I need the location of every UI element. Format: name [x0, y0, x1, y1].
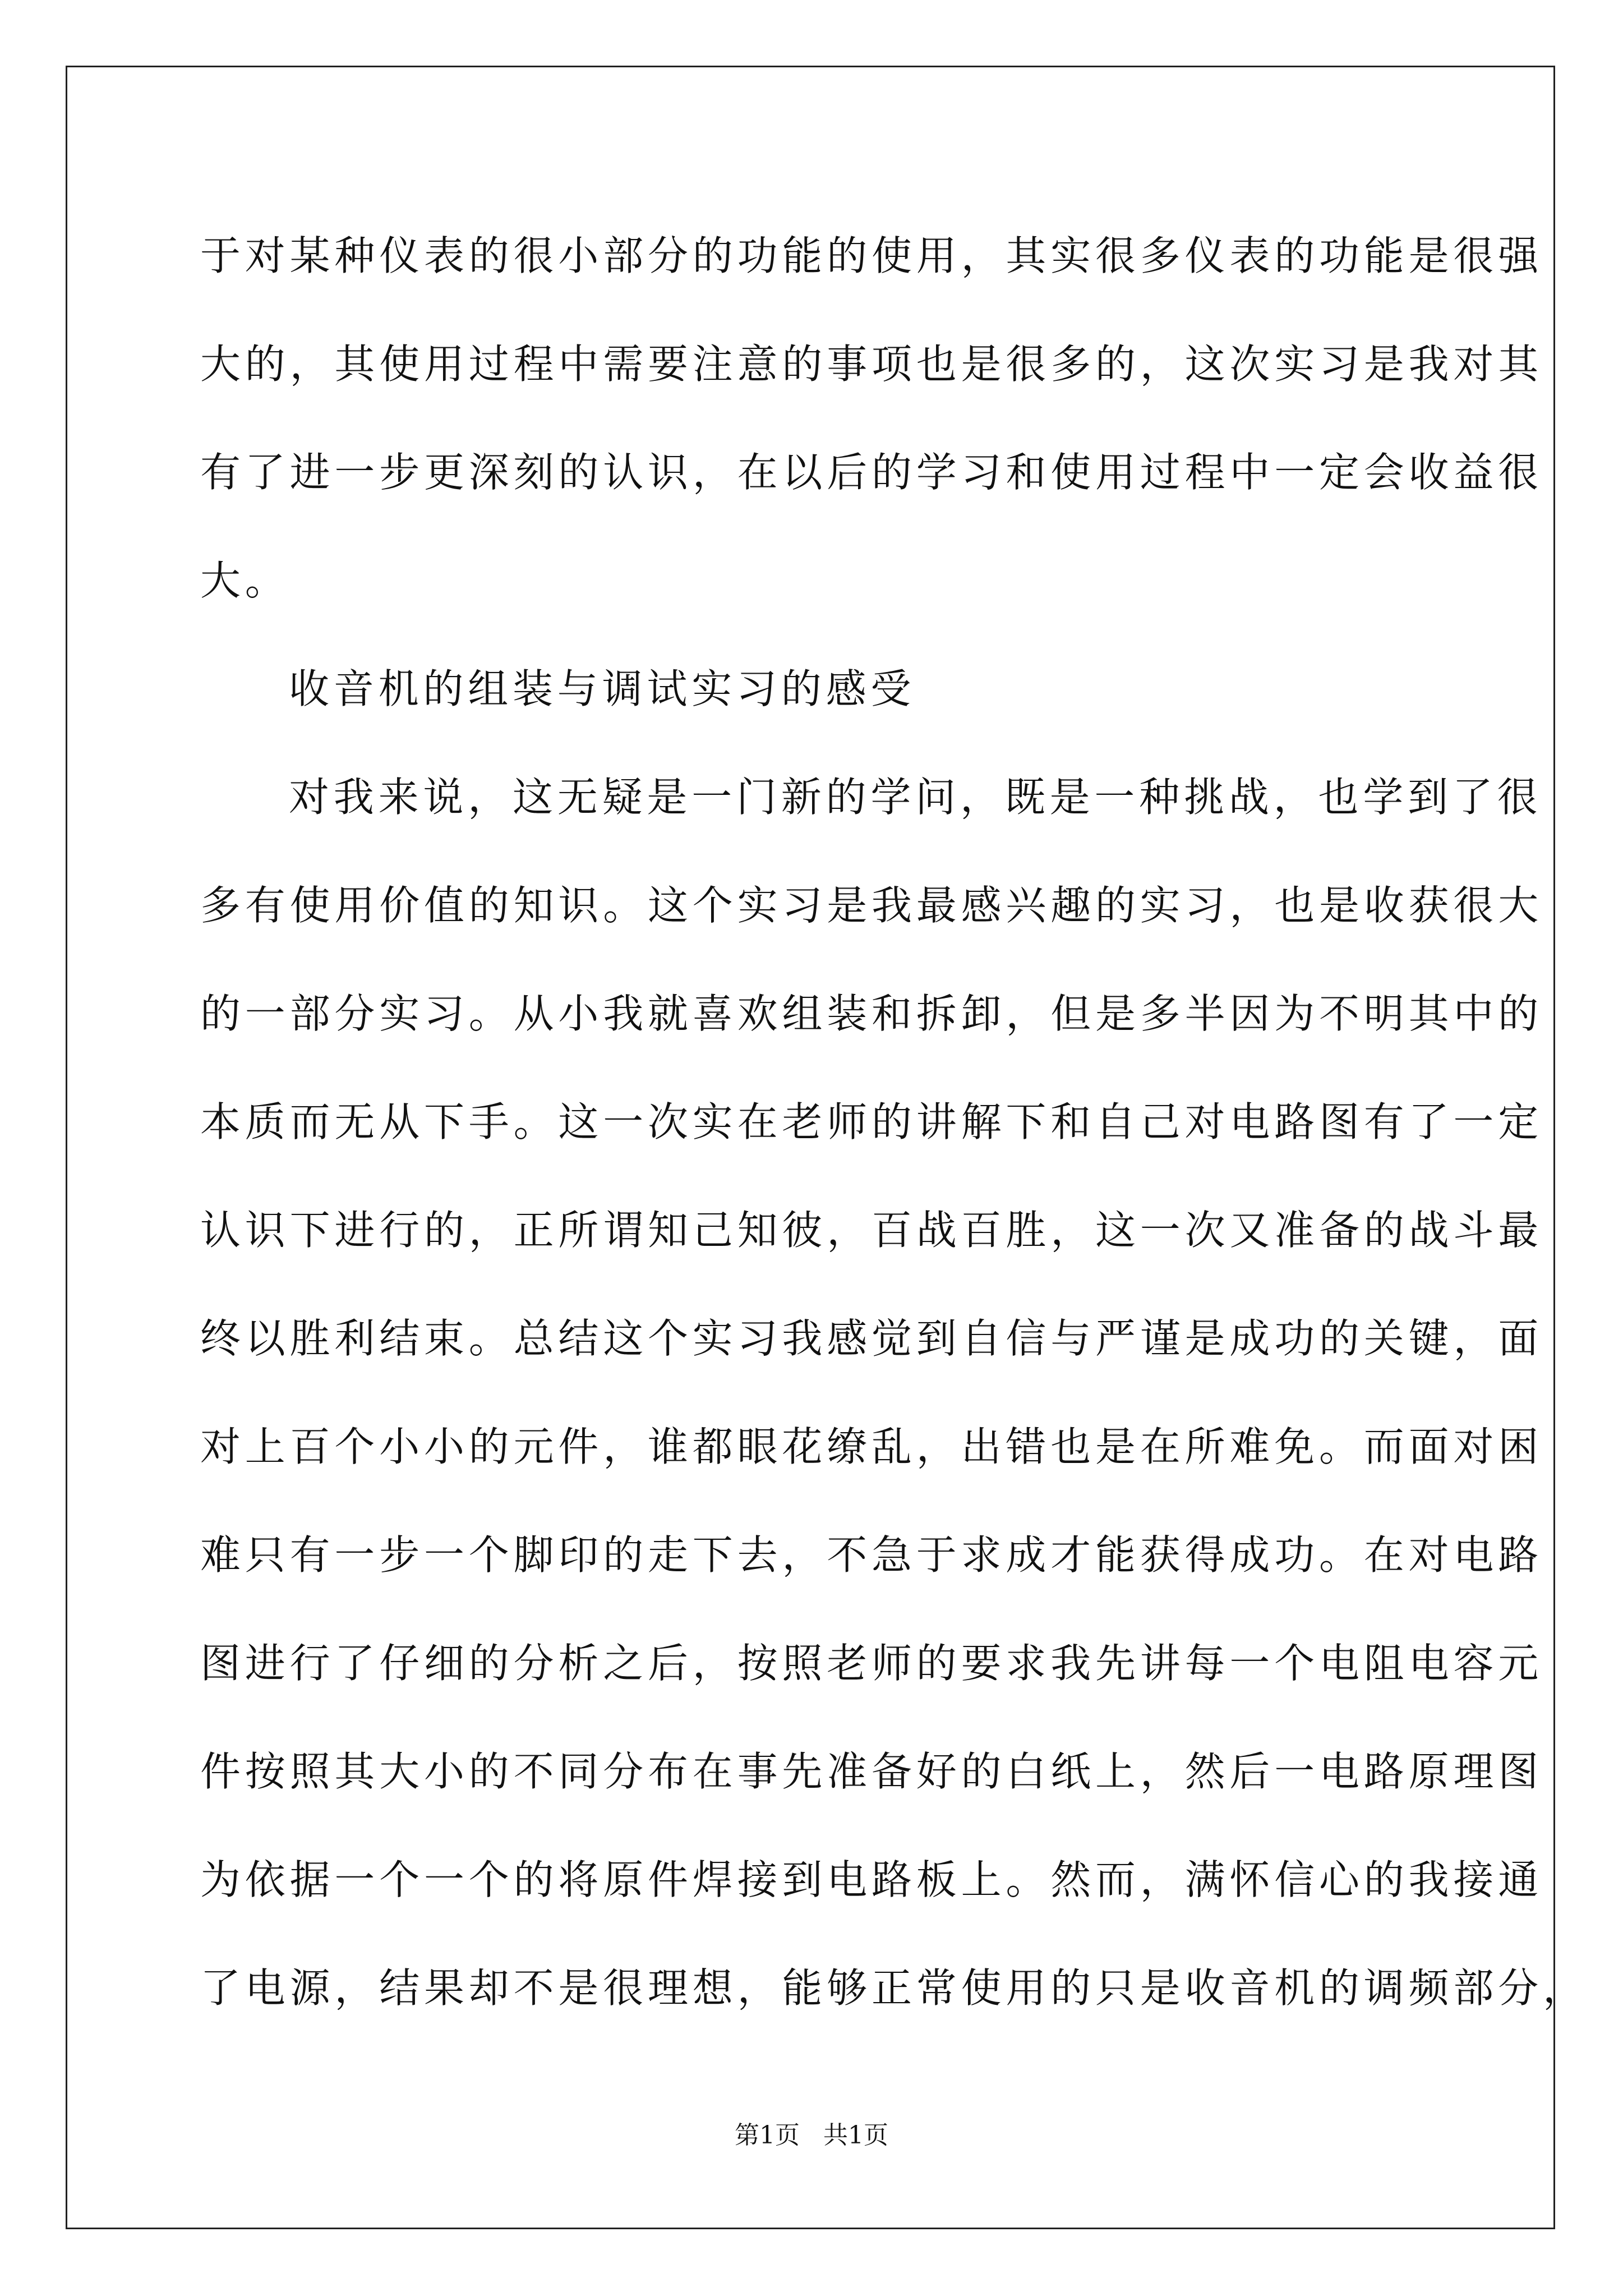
text-line: 为依据一个一个的将原件焊接到电路板上。然而，满怀信心的我接通 [200, 1856, 1543, 1903]
text-line: 大。 [200, 557, 290, 604]
text-line: 认识下进行的，正所谓知己知彼，百战百胜，这一次又准备的战斗最 [200, 1207, 1543, 1254]
text-line: 的一部分实习。从小我就喜欢组装和拆卸，但是多半因为不明其中的 [200, 990, 1543, 1037]
text-line: 难只有一步一个脚印的走下去，不急于求成才能获得成功。在对电路 [200, 1531, 1543, 1579]
text-line: 图进行了仔细的分析之后，按照老师的要求我先讲每一个电阻电容元 [200, 1640, 1543, 1687]
text-line: 大的，其使用过程中需要注意的事项也是很多的，这次实习是我对其 [200, 341, 1543, 388]
section-heading: 收音机的组装与调试实习的感受 [289, 665, 916, 712]
text-line: 对我来说，这无疑是一门新的学问，既是一种挑战，也学到了很 [289, 774, 1542, 821]
text-line: 了电源，结果却不是很理想，能够正常使用的只是收音机的调频部分， [200, 1964, 1588, 2012]
text-line: 于对某种仪表的很小部分的功能的使用，其实很多仪表的功能是很强 [200, 232, 1543, 279]
text-line: 有了进一步更深刻的认识，在以后的学习和使用过程中一定会收益很 [200, 449, 1543, 496]
page-footer: 第1页 共1页 [735, 2121, 888, 2150]
text-line: 终以胜利结束。总结这个实习我感觉到自信与严谨是成功的关键，面 [200, 1315, 1543, 1362]
text-line: 多有使用价值的知识。这个实习是我最感兴趣的实习，也是收获很大 [200, 882, 1543, 929]
text-line: 对上百个小小的元件，谁都眼花缭乱，出错也是在所难免。而面对困 [200, 1423, 1543, 1470]
text-line: 件按照其大小的不同分布在事先准备好的白纸上，然后一电路原理图 [200, 1748, 1543, 1795]
document-body [200, 217, 1588, 2057]
text-line: 本质而无从下手。这一次实在老师的讲解下和自己对电路图有了一定 [200, 1098, 1543, 1145]
